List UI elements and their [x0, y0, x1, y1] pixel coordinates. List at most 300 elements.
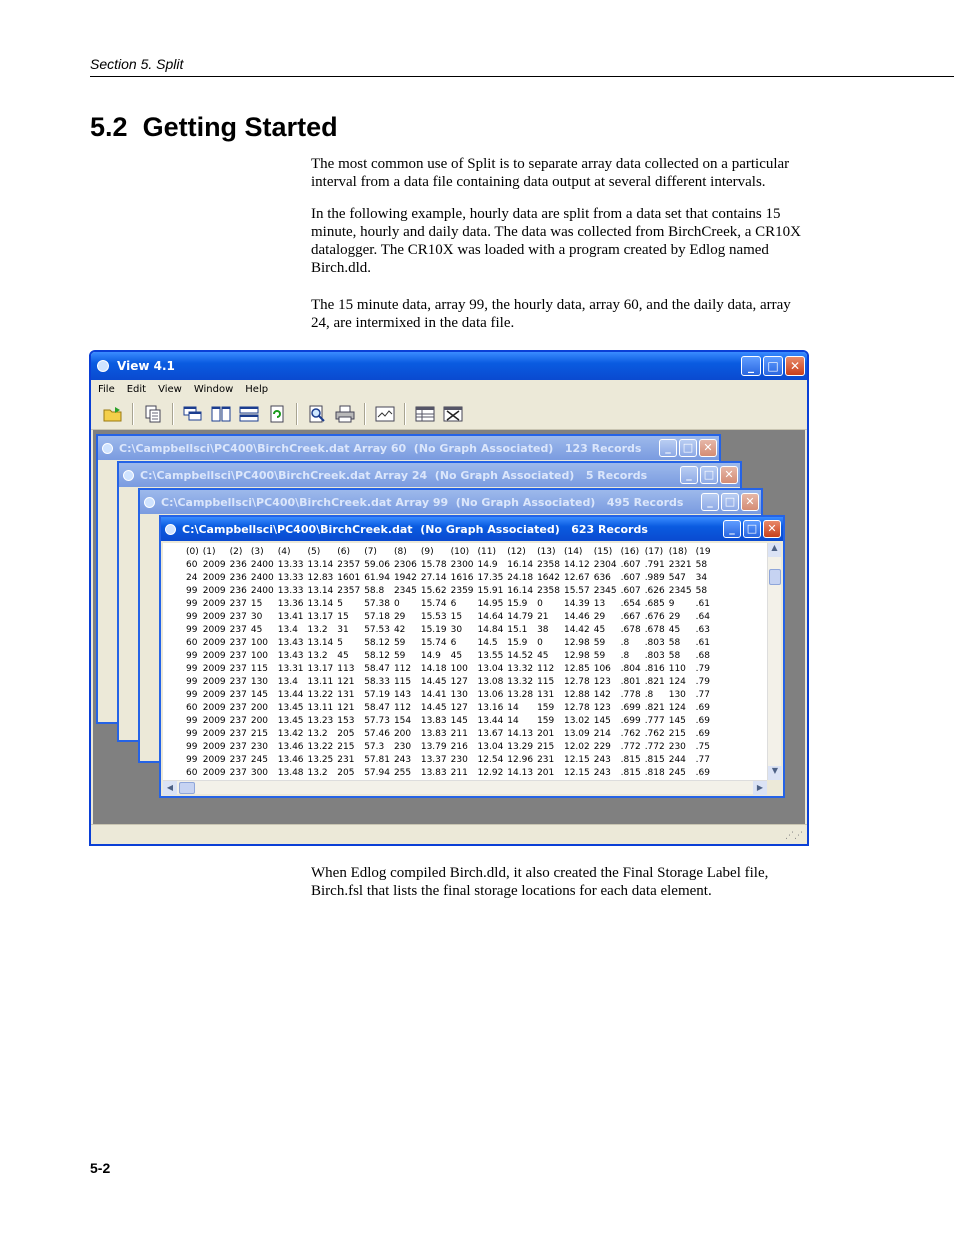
- column-header[interactable]: (18): [668, 547, 688, 557]
- table-cell: 13.25: [307, 755, 334, 765]
- maximize-icon[interactable]: □: [679, 439, 697, 457]
- table-cell: 13.44: [477, 716, 504, 726]
- table-cell: 58: [668, 638, 681, 648]
- table-cell: 13.02: [563, 716, 590, 726]
- menu-edit[interactable]: Edit: [126, 383, 147, 395]
- table-cell: 14.12: [563, 560, 590, 570]
- column-header[interactable]: (9): [420, 547, 434, 557]
- table-cell: 205: [337, 729, 355, 739]
- header-rule: [90, 76, 954, 77]
- table-cell: 99: [186, 586, 198, 596]
- table-cell: .68: [695, 651, 710, 661]
- table-cell: 12.98: [563, 638, 590, 648]
- scroll-thumb[interactable]: [769, 569, 781, 585]
- table-row[interactable]: [185, 741, 714, 754]
- table-cell: 231: [337, 755, 355, 765]
- table-cell: 237: [229, 729, 247, 739]
- data-grid[interactable]: [163, 543, 767, 780]
- mdi-workspace: [93, 430, 805, 824]
- table-row[interactable]: [185, 689, 714, 702]
- tile-vertical-icon[interactable]: [209, 403, 233, 425]
- data-window-titlebar[interactable]: [161, 517, 783, 541]
- table-cell: 2009: [202, 599, 226, 609]
- resize-grip-icon[interactable]: ⋰⋰: [785, 831, 803, 841]
- column-header[interactable]: (16): [620, 547, 640, 557]
- table-cell: .804: [620, 664, 641, 674]
- column-header[interactable]: (0): [186, 547, 199, 557]
- table-cell: 99: [186, 716, 198, 726]
- table-row[interactable]: [185, 650, 714, 663]
- table-cell: 14.39: [563, 599, 590, 609]
- table-cell: 13.45: [277, 716, 304, 726]
- table-cell: 231: [537, 755, 555, 765]
- table-cell: .77: [695, 690, 710, 700]
- table-cell: 60: [186, 768, 198, 778]
- window-controls: [723, 520, 783, 538]
- column-header[interactable]: (13): [537, 547, 556, 557]
- app-titlebar: [91, 352, 807, 380]
- table-cell: 237: [229, 677, 247, 687]
- table-cell: 13.33: [277, 586, 304, 596]
- table-cell: .762: [644, 729, 665, 739]
- table-cell: .699: [620, 703, 641, 713]
- table-cell: 2358: [537, 560, 560, 570]
- table-cell: 1942: [393, 573, 417, 583]
- maximize-icon[interactable]: □: [721, 493, 739, 511]
- table-cell: 13.48: [277, 768, 304, 778]
- table-cell: .815: [620, 755, 641, 765]
- toolbar-separator: [404, 403, 406, 425]
- table-cell: 143: [393, 690, 412, 700]
- table-cell: 2009: [202, 612, 226, 622]
- table-cell: 205: [337, 768, 355, 778]
- table-row[interactable]: [185, 637, 714, 650]
- table-cell: 13.41: [277, 612, 304, 622]
- close-icon[interactable]: ✕: [741, 493, 759, 511]
- table-cell: 121: [337, 677, 355, 687]
- column-header[interactable]: (14): [563, 547, 583, 557]
- refresh-icon[interactable]: [265, 403, 289, 425]
- table-cell: 13.46: [277, 742, 304, 752]
- table-cell: 0: [537, 638, 543, 648]
- table-cell: 13.55: [477, 651, 504, 661]
- table-cell: 2345: [593, 586, 617, 596]
- table-cell: 57.94: [364, 768, 390, 778]
- table-cell: 300: [250, 768, 269, 778]
- table-cell: .69: [695, 716, 710, 726]
- table-cell: 215: [537, 742, 555, 752]
- table-cell: .803: [644, 651, 665, 661]
- table-cell: 2400: [250, 586, 274, 596]
- table-cell: .678: [620, 625, 641, 635]
- column-header[interactable]: (1): [202, 547, 216, 557]
- table-cell: .61: [695, 638, 710, 648]
- table-row[interactable]: [185, 754, 714, 767]
- table-cell: 57.18: [364, 612, 390, 622]
- maximize-icon[interactable]: □: [743, 520, 761, 538]
- minimize-icon[interactable]: _: [680, 466, 698, 484]
- table-cell: 58.12: [364, 638, 390, 648]
- table-cell: .685: [644, 599, 665, 609]
- menu-window[interactable]: Window: [193, 383, 234, 395]
- table-cell: .678: [644, 625, 665, 635]
- table-cell: 547: [668, 573, 686, 583]
- table-cell: 24: [186, 573, 198, 583]
- table-cell: 15.19: [420, 625, 447, 635]
- table-cell: .815: [620, 768, 641, 778]
- table-cell: 237: [229, 599, 247, 609]
- table-cell: 5: [337, 638, 344, 648]
- table-cell: 15.9: [507, 599, 528, 609]
- table-cell: 45: [250, 625, 263, 635]
- data-window-titlebar[interactable]: [140, 490, 761, 514]
- table-cell: 12.78: [563, 703, 590, 713]
- vertical-scrollbar[interactable]: [767, 543, 781, 780]
- fsl-paragraph: When Edlog compiled Birch.dld, it also created the Final Storage Label file, Birch.fsl that lists the final storage locations for each data element.: [311, 865, 769, 899]
- table-cell: 12.15: [563, 768, 590, 778]
- table-cell: 215: [337, 742, 355, 752]
- table-cell: 14.84: [477, 625, 504, 635]
- column-header[interactable]: (17): [644, 547, 664, 557]
- close-icon[interactable]: ✕: [699, 439, 717, 457]
- column-header[interactable]: (8): [393, 547, 407, 557]
- table-cell: 27.14: [420, 573, 447, 583]
- table-cell: 59: [593, 651, 606, 661]
- table-cell: 216: [450, 742, 468, 752]
- table-cell: .778: [620, 690, 641, 700]
- table-cell: 2400: [250, 573, 274, 583]
- scroll-up-icon[interactable]: ▲: [768, 543, 781, 557]
- table-cell: 106: [593, 664, 611, 674]
- table-cell: 2009: [202, 755, 226, 765]
- table-cell: 16.14: [507, 586, 534, 596]
- table-cell: 99: [186, 599, 198, 609]
- table-cell: 115: [537, 677, 555, 687]
- table-cell: 2009: [202, 573, 226, 583]
- scroll-thumb[interactable]: [179, 782, 195, 794]
- table-cell: 21: [537, 612, 549, 622]
- table-cell: 14.9: [420, 651, 441, 661]
- table-cell: 57.19: [364, 690, 390, 700]
- table-cell: 215: [668, 729, 686, 739]
- close-icon[interactable]: ✕: [720, 466, 738, 484]
- table-row[interactable]: [185, 767, 714, 780]
- table-cell: .77: [695, 755, 710, 765]
- heading-number: 5.2: [90, 112, 128, 142]
- table-cell: .801: [620, 677, 641, 687]
- table-cell: 58.47: [364, 703, 390, 713]
- column-header[interactable]: (4): [277, 547, 291, 557]
- table-cell: 13.83: [420, 768, 447, 778]
- table-cell: 13.22: [307, 690, 334, 700]
- table-cell: 14.41: [420, 690, 447, 700]
- table-cell: 60: [186, 560, 198, 570]
- table-cell: 236: [229, 586, 247, 596]
- table-cell: 113: [337, 664, 355, 674]
- cascade-windows-icon[interactable]: [181, 403, 205, 425]
- menu-file[interactable]: File: [98, 383, 115, 395]
- table-cell: 14.42: [563, 625, 590, 635]
- table-cell: 237: [229, 755, 247, 765]
- table-cell: 215: [250, 729, 269, 739]
- table-cell: 58.33: [364, 677, 390, 687]
- table-cell: 2304: [593, 560, 617, 570]
- table-cell: .699: [620, 716, 641, 726]
- table-cell: 211: [450, 768, 468, 778]
- table-cell: 255: [393, 768, 412, 778]
- table-row[interactable]: [185, 598, 714, 611]
- table-cell: 112: [393, 703, 412, 713]
- menubar: [91, 380, 807, 398]
- page-number: 5-2: [90, 1160, 111, 1176]
- scroll-down-icon[interactable]: ▼: [768, 766, 782, 780]
- table-cell: 13.4: [277, 677, 298, 687]
- table-cell: 45: [593, 625, 606, 635]
- menu-view[interactable]: View: [158, 383, 182, 395]
- open-folder-icon[interactable]: [101, 403, 125, 425]
- table-cell: 237: [229, 716, 247, 726]
- table-cell: 15: [250, 599, 263, 609]
- column-header[interactable]: (10): [450, 547, 470, 557]
- table-cell: 131: [337, 690, 355, 700]
- minimize-icon[interactable]: _: [701, 493, 719, 511]
- scroll-right-icon[interactable]: ▶: [753, 781, 767, 795]
- table-cell: 13: [593, 599, 606, 609]
- table-cell: 2321: [668, 560, 692, 570]
- table-row[interactable]: [185, 663, 714, 676]
- column-header[interactable]: (2): [229, 547, 243, 557]
- table-cell: .607: [620, 573, 641, 583]
- minimize-icon[interactable]: _: [659, 439, 677, 457]
- table-cell: 24.18: [507, 573, 534, 583]
- data-window-all-records[interactable]: [159, 515, 785, 798]
- table-cell: 127: [450, 677, 468, 687]
- app-window-controls: [741, 356, 807, 376]
- column-header[interactable]: (15): [593, 547, 613, 557]
- table-cell: 13.2: [307, 729, 328, 739]
- maximize-icon[interactable]: □: [700, 466, 718, 484]
- table-cell: 42: [393, 625, 406, 635]
- table-cell: 58.47: [364, 664, 390, 674]
- table-cell: 2009: [202, 560, 226, 570]
- table-cell: .79: [695, 664, 710, 674]
- table-cell: 237: [229, 664, 247, 674]
- view-app-screenshot: [89, 350, 809, 846]
- table-cell: .989: [644, 573, 665, 583]
- table-cell: 12.96: [507, 755, 534, 765]
- table-cell: 201: [537, 768, 555, 778]
- data-window-titlebar[interactable]: [98, 436, 719, 460]
- table-row[interactable]: [185, 572, 714, 585]
- table-cell: 29: [593, 612, 606, 622]
- table-cell: 100: [250, 651, 269, 661]
- table-cell: 13.08: [477, 677, 504, 687]
- table-cell: 2359: [450, 586, 474, 596]
- table-cell: 1642: [537, 573, 560, 583]
- table-cell: 13.28: [507, 690, 534, 700]
- maximize-icon[interactable]: □: [763, 356, 783, 376]
- table-cell: .667: [620, 612, 641, 622]
- find-icon[interactable]: [305, 403, 329, 425]
- minimize-icon[interactable]: _: [741, 356, 761, 376]
- data-window-titlebar[interactable]: [119, 463, 740, 487]
- table-cell: 15: [450, 612, 463, 622]
- table-cell: 13.11: [307, 677, 334, 687]
- graph-icon[interactable]: [373, 403, 397, 425]
- table-cell: .63: [695, 625, 710, 635]
- table-row[interactable]: [185, 715, 714, 728]
- minimize-icon[interactable]: _: [723, 520, 741, 538]
- table-cell: 13.14: [307, 638, 334, 648]
- delete-table-icon[interactable]: [441, 403, 465, 425]
- table-cell: .607: [620, 586, 641, 596]
- table-cell: 13.2: [307, 651, 328, 661]
- table-row[interactable]: [185, 702, 714, 715]
- table-cell: 12.67: [563, 573, 590, 583]
- table-cell: 13.11: [307, 703, 334, 713]
- table-cell: .791: [644, 560, 665, 570]
- table-cell: 1601: [337, 573, 361, 583]
- table-cell: 16.14: [507, 560, 534, 570]
- print-icon[interactable]: [333, 403, 357, 425]
- table-cell: 13.04: [477, 742, 504, 752]
- table-cell: 15.62: [420, 586, 447, 596]
- window-title: C:\Campbellsci\PC400\BirchCreek.dat (No Graph Associated) 623 Records: [182, 522, 648, 536]
- column-header[interactable]: (5): [307, 547, 321, 557]
- table-cell: 123: [593, 703, 611, 713]
- table-cell: 99: [186, 729, 198, 739]
- table-cell: 13.14: [307, 560, 334, 570]
- column-header[interactable]: (7): [364, 547, 377, 557]
- table-cell: 6: [450, 599, 457, 609]
- status-bar: [91, 824, 807, 844]
- arrays-paragraph: The 15 minute data, array 99, the hourly data, array 60, and the daily data, array 24, are intermixed in the data file.: [311, 297, 791, 331]
- table-row[interactable]: [185, 676, 714, 689]
- table-cell: 159: [537, 716, 555, 726]
- table-row[interactable]: [185, 728, 714, 741]
- table-cell: 2009: [202, 638, 226, 648]
- table-cell: 30: [450, 625, 463, 635]
- table-cell: 99: [186, 677, 198, 687]
- table-cell: 29: [668, 612, 681, 622]
- table-cell: 13.45: [277, 703, 304, 713]
- table-cell: 59.06: [364, 560, 390, 570]
- table-cell: 13.42: [277, 729, 304, 739]
- table-cell: 159: [537, 703, 555, 713]
- table-cell: .654: [620, 599, 641, 609]
- table-cell: 2357: [337, 586, 361, 596]
- copy-icon[interactable]: [141, 403, 165, 425]
- table-cell: 13.06: [477, 690, 504, 700]
- table-cell: .803: [644, 638, 665, 648]
- table-cell: 57.81: [364, 755, 390, 765]
- table-cell: 154: [393, 716, 412, 726]
- table-cell: 13.33: [277, 573, 304, 583]
- table-cell: 211: [450, 729, 468, 739]
- column-header[interactable]: (12): [507, 547, 526, 557]
- column-header[interactable]: (19: [695, 547, 711, 557]
- table-cell: 31: [337, 625, 349, 635]
- window-title: C:\Campbellsci\PC400\BirchCreek.dat Array 24 (No Graph Associated) 5 Records: [140, 468, 648, 482]
- table-cell: .69: [695, 768, 710, 778]
- table-cell: .818: [644, 768, 665, 778]
- table-cell: 230: [250, 742, 269, 752]
- table-cell: 45: [668, 625, 681, 635]
- table-cell: 243: [393, 755, 412, 765]
- window-controls: [680, 466, 740, 484]
- table-cell: 12.98: [563, 651, 590, 661]
- column-header[interactable]: (3): [250, 547, 264, 557]
- close-icon[interactable]: ✕: [785, 356, 805, 376]
- table-cell: 2009: [202, 677, 226, 687]
- table-cell: 13.04: [477, 664, 504, 674]
- table-cell: 99: [186, 612, 198, 622]
- menu-help[interactable]: Help: [245, 383, 269, 395]
- section-header: Section 5. Split: [90, 56, 184, 72]
- table-cell: 17.35: [477, 573, 504, 583]
- table-cell: 13.4: [277, 625, 298, 635]
- table-cell: 145: [450, 716, 468, 726]
- close-icon[interactable]: ✕: [763, 520, 781, 538]
- table-cell: 12.02: [563, 742, 590, 752]
- table-cell: 14: [507, 716, 519, 726]
- table-cell: .8: [644, 690, 654, 700]
- toolbar: [91, 398, 807, 430]
- table-cell: 13.16: [477, 703, 504, 713]
- table-row[interactable]: [185, 611, 714, 624]
- table-cell: 12.92: [477, 768, 504, 778]
- table-row[interactable]: [185, 624, 714, 637]
- table-row[interactable]: [185, 559, 714, 572]
- column-header[interactable]: (6): [337, 547, 351, 557]
- tile-horizontal-icon[interactable]: [237, 403, 261, 425]
- table-cell: 236: [229, 560, 247, 570]
- table-cell: 230: [668, 742, 686, 752]
- scroll-left-icon[interactable]: ◀: [163, 781, 177, 795]
- table-cell: 99: [186, 625, 198, 635]
- table-cell: 45: [337, 651, 349, 661]
- table-cell: 237: [229, 638, 247, 648]
- table-cell: 14.64: [477, 612, 504, 622]
- table-cell: 229: [593, 742, 611, 752]
- intro-paragraph: The most common use of Split is to separate array data collected on a particular interval from a data file containing data output at several different intervals.: [311, 156, 790, 190]
- table-cell: 99: [186, 755, 198, 765]
- table-cell: 0: [537, 599, 543, 609]
- table-cell: 12.15: [563, 755, 590, 765]
- table-cell: 124: [668, 703, 686, 713]
- table-cell: 45: [450, 651, 463, 661]
- table-view-icon[interactable]: [413, 403, 437, 425]
- data-table: [185, 546, 714, 780]
- table-cell: 230: [393, 742, 412, 752]
- table-row[interactable]: [185, 585, 714, 598]
- table-cell: 236: [229, 573, 247, 583]
- table-cell: .676: [644, 612, 665, 622]
- table-cell: 34: [695, 573, 708, 583]
- table-cell: 13.43: [277, 651, 304, 661]
- table-cell: 12.78: [563, 677, 590, 687]
- section-heading: [90, 112, 338, 143]
- table-cell: 2306: [393, 560, 417, 570]
- column-header[interactable]: (11): [477, 547, 497, 557]
- table-cell: 29: [393, 612, 406, 622]
- table-cell: 145: [593, 716, 611, 726]
- table-cell: 2009: [202, 768, 226, 778]
- window-icon: [165, 524, 176, 535]
- horizontal-scrollbar[interactable]: [163, 780, 767, 794]
- table-cell: 5: [337, 599, 344, 609]
- toolbar-separator: [364, 403, 366, 425]
